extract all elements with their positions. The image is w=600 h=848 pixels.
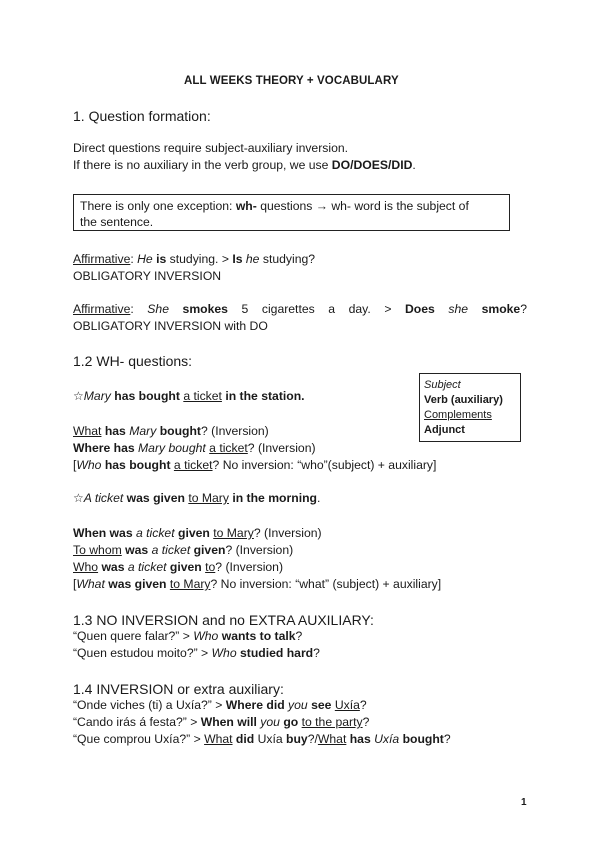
inversion-example-2: “Cando irás á festa?” > When will you go to the party? bbox=[73, 715, 370, 729]
question-where: Where has Mary bought a ticket? (Inversion) bbox=[73, 441, 316, 455]
star-icon: ☆ bbox=[73, 389, 84, 403]
legend-key-box bbox=[419, 373, 521, 442]
paragraph-inversion: Direct questions require subject-auxiliary inversion. bbox=[73, 141, 349, 155]
example-sentence-2: ☆A ticket was given to Mary in the morning. bbox=[73, 491, 321, 505]
legend-adjunct: Adjunct bbox=[424, 424, 465, 436]
question-when: When was a ticket given to Mary? (Inversion) bbox=[73, 526, 322, 540]
no-inversion-example-2: “Quen estudou moito?” > Who studied hard? bbox=[73, 646, 320, 660]
exception-note-line1: There is only one exception: wh- questions → wh- word is the subject of bbox=[80, 199, 469, 213]
question-who-to: Who was a ticket given to? (Inversion) bbox=[73, 560, 284, 574]
question-what-subject: [What was given to Mary? No inversion: “what” (subject) + auxiliary] bbox=[73, 577, 442, 591]
section-heading-question-formation: 1. Question formation: bbox=[73, 108, 211, 124]
exception-note-box bbox=[73, 194, 510, 231]
star-icon: ☆ bbox=[73, 491, 84, 505]
section-heading-wh-questions: 1.2 WH- questions: bbox=[73, 353, 193, 369]
question-to-whom: To whom was a ticket given? (Inversion) bbox=[73, 543, 294, 557]
example-sentence-1: ☆Mary has bought a ticket in the station. bbox=[73, 389, 305, 403]
inversion-example-3: “Que comprou Uxía?” > What did Uxía buy?/What has Uxía bought? bbox=[73, 732, 451, 746]
section-heading-inversion-extra-aux: 1.4 INVERSION or extra auxiliary: bbox=[73, 681, 284, 697]
affirmative-example-2: Affirmative: She smokes 5 cigarettes a day. > Does she smoke? bbox=[73, 302, 527, 316]
page-number: 1 bbox=[521, 797, 527, 808]
inversion-example-1: “Onde viches (ti) a Uxía?” > Where did you see Uxía? bbox=[73, 698, 367, 712]
legend-verb: Verb (auxiliary) bbox=[424, 394, 503, 406]
no-inversion-example-1: “Quen quere falar?” > Who wants to talk? bbox=[73, 629, 303, 643]
section-heading-no-inversion: 1.3 NO INVERSION and no EXTRA AUXILIARY: bbox=[73, 612, 374, 628]
exception-note-line2: the sentence. bbox=[80, 215, 154, 229]
legend-complements: Complements bbox=[424, 409, 492, 421]
page-title: ALL WEEKS THEORY + VOCABULARY bbox=[184, 75, 399, 87]
affirmative-example-1: Affirmative: He is studying. > Is he studying? bbox=[73, 252, 316, 266]
obligatory-inversion-label: OBLIGATORY INVERSION bbox=[73, 269, 222, 283]
question-what: What has Mary bought? (Inversion) bbox=[73, 424, 269, 438]
paragraph-do-does-did: If there is no auxiliary in the verb group, we use DO/DOES/DID. bbox=[73, 158, 416, 172]
legend-subject: Subject bbox=[424, 379, 461, 391]
question-who: [Who has bought a ticket? No inversion: “who”(subject) + auxiliary] bbox=[73, 458, 437, 472]
obligatory-inversion-do-label: OBLIGATORY INVERSION with DO bbox=[73, 319, 268, 333]
